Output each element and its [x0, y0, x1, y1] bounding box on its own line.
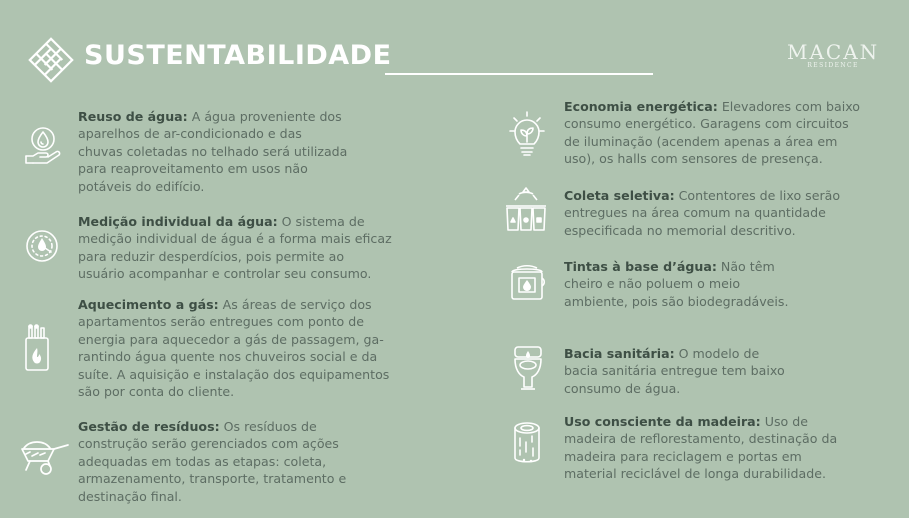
item-heading: Economia energética:	[564, 99, 718, 114]
item-heading: Bacia sanitária:	[564, 346, 675, 361]
item-heading: Reuso de água:	[78, 109, 188, 124]
item-economia-energetica: Economia energética: Elevadores com baixo consumo energético. Garagens com circuitos de iluminação (acendem apenas a área em uso), os halls com sensores de presença.	[564, 99, 860, 167]
item-coleta-seletiva: Coleta seletiva: Contentores de lixo serão entregues na área comum na quantidade especificada no memorial descritivo.	[564, 188, 841, 238]
toilet-icon	[512, 345, 544, 391]
item-bacia-sanitaria: Bacia sanitária: O modelo de bacia sanitária entregue tem baixo consumo de água.	[564, 346, 785, 396]
item-uso-madeira: Uso consciente da madeira: Uso de madeira de reflorestamento, destinação da madeira para reciclagem e portas em material reciclável de longa durabilidade.	[564, 414, 838, 482]
title-underline	[385, 73, 653, 75]
water-meter-icon	[24, 228, 60, 264]
item-medicao-agua: Medição individual da água: O sistema de medição individual de água é a forma mais eficaz para reduzir desperdícios, pois permite ao usuário acompanhar e controlar seu consumo.	[78, 214, 392, 282]
wood-log-icon	[510, 420, 544, 468]
gas-cylinder-icon	[24, 324, 50, 372]
item-heading: Aquecimento a gás:	[78, 297, 219, 312]
item-gestao-residuos: Gestão de resíduos: Os resíduos de construção serão gerenciados com ações adequadas em todas as etapas: coleta, armazenamento, transporte, tratamento e destinação final.	[78, 419, 347, 504]
brand-logo-icon	[27, 36, 75, 84]
item-heading: Uso consciente da madeira:	[564, 414, 761, 429]
paint-can-icon	[509, 264, 547, 302]
item-heading: Tintas à base d’água:	[564, 259, 717, 274]
wheelbarrow-icon	[18, 436, 72, 476]
item-heading: Medição individual da água:	[78, 214, 278, 229]
recycling-bins-icon	[505, 186, 547, 234]
item-heading: Coleta seletiva:	[564, 188, 675, 203]
lightbulb-leaf-icon	[508, 110, 546, 158]
water-hand-icon	[24, 125, 62, 167]
item-tintas-agua: Tintas à base d’água: Não têm cheiro e não poluem o meio ambiente, pois são biodegradáveis.	[564, 259, 789, 309]
brand-name: MACAN	[787, 40, 880, 64]
page-title: SUSTENTABILIDADE	[84, 40, 392, 71]
item-aquecimento-gas: Aquecimento a gás: As áreas de serviço dos apartamentos serão entregues com ponto de energia para aquecedor a gás de passagem, ga- rantindo água quente nos chuveiros social e da suíte. A aquisição e instalação dos equipamentos são por conta do cliente.	[78, 297, 390, 400]
brand-logo	[787, 42, 879, 70]
brand-subtitle: RESIDENCE	[807, 62, 859, 69]
item-reuso-agua: Reuso de água: A água proveniente dos aparelhos de ar-condicionado e das chuvas coletadas no telhado será utilizada para reaproveitamento em usos não potáveis do edifício.	[78, 109, 348, 194]
item-heading: Gestão de resíduos:	[78, 419, 220, 434]
